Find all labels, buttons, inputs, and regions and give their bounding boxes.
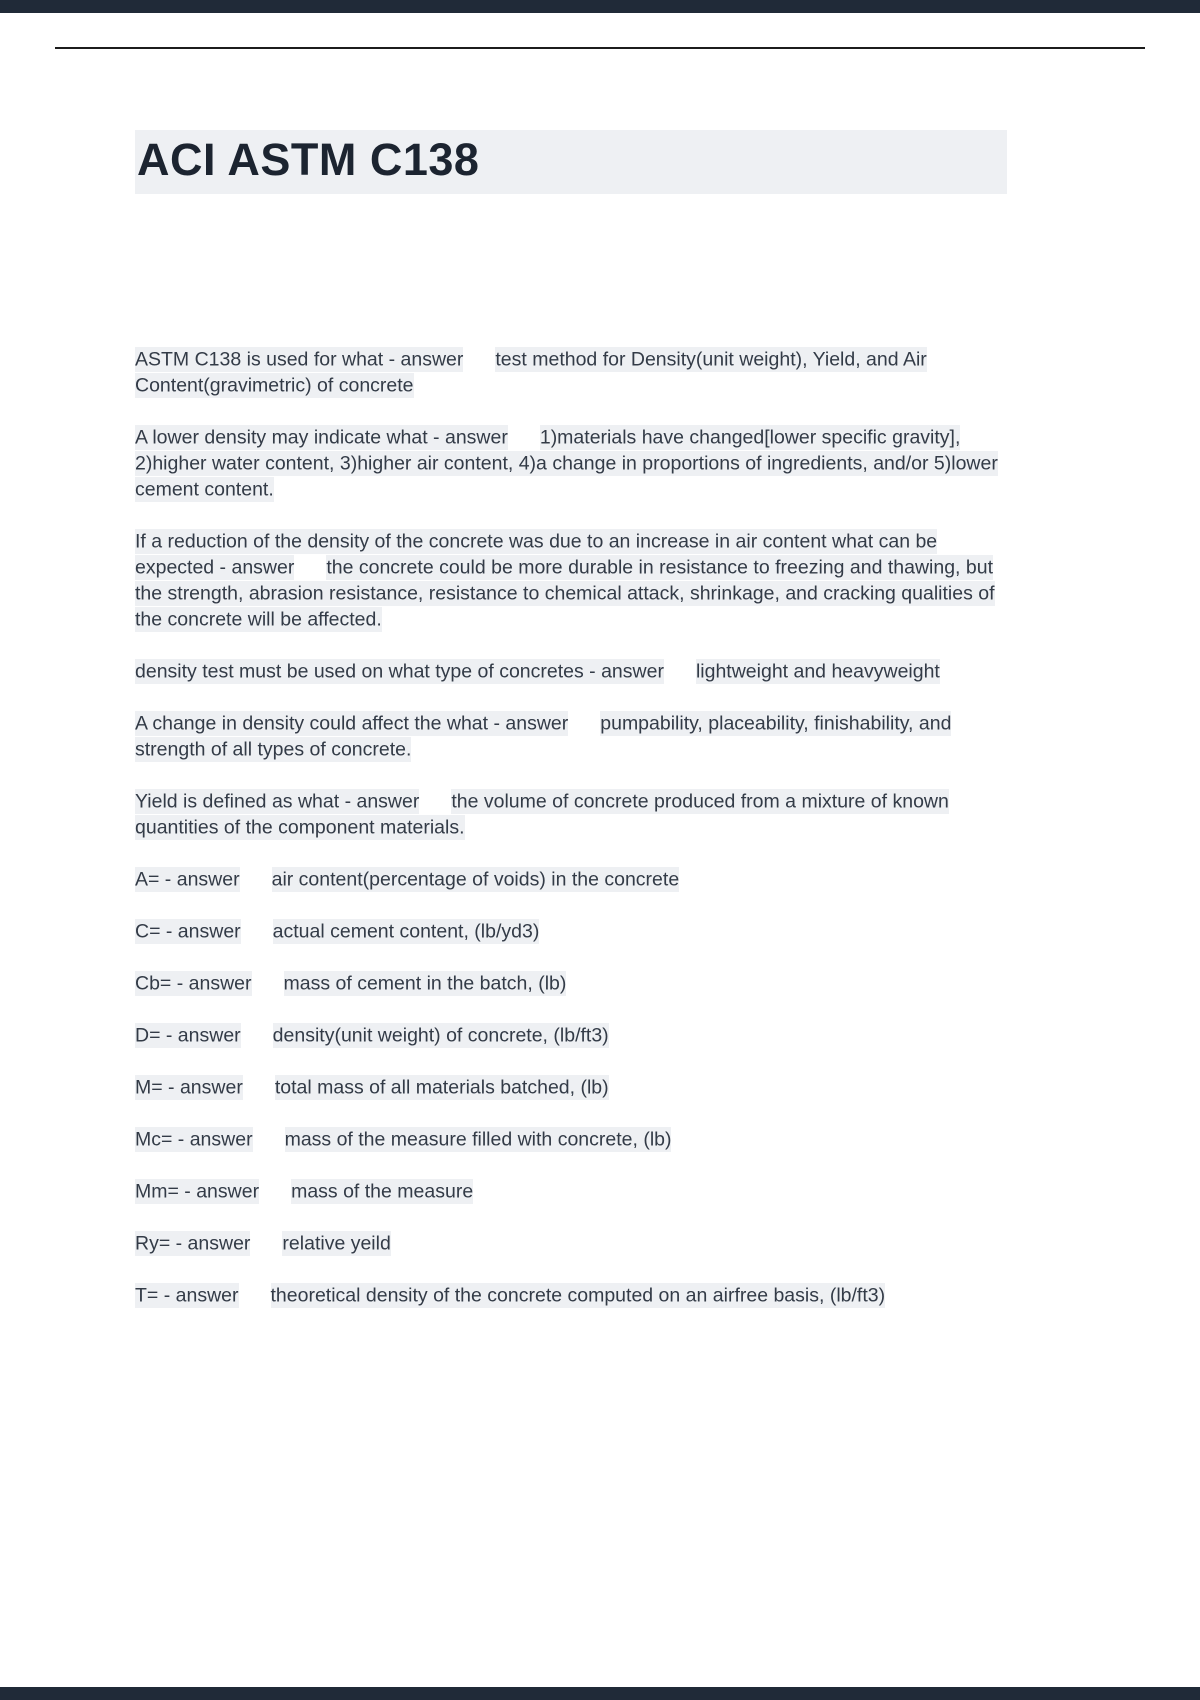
qa-item (135, 866, 1007, 892)
qa-item (135, 1126, 1007, 1152)
header-rule (55, 47, 1145, 49)
document-content (135, 130, 1007, 1334)
qa-answer: test method for Density(unit weight), Yield, and Air Content(gravimetric) of concrete (135, 348, 927, 396)
qa-question: density test must be used on what type of concretes - answer (135, 660, 664, 682)
qa-question: T= - answer (135, 1284, 239, 1306)
qa-item (135, 424, 1007, 502)
qa-item (135, 528, 1007, 632)
qa-item (135, 710, 1007, 762)
qa-answer: density(unit weight) of concrete, (lb/ft3) (272, 1024, 609, 1046)
qa-answer: pumpability, placeability, finishability, and strength of all types of concrete. (135, 712, 952, 760)
qa-answer: mass of the measure (291, 1180, 474, 1202)
qa-item (135, 1282, 1007, 1308)
qa-item (135, 1022, 1007, 1048)
qa-item (135, 1230, 1007, 1256)
qa-question: Ry= - answer (135, 1232, 251, 1254)
bottom-border-bar (0, 1687, 1200, 1700)
qa-question: If a reduction of the density of the concrete was due to an increase in air content what can be expected - answer (135, 530, 938, 578)
qa-question: Mm= - answer (135, 1180, 260, 1202)
qa-item (135, 1074, 1007, 1100)
qa-question: Yield is defined as what - answer (135, 790, 420, 812)
qa-answer: theoretical density of the concrete computed on an airfree basis, (lb/ft3) (270, 1284, 886, 1306)
qa-question: Mc= - answer (135, 1128, 253, 1150)
qa-question: D= - answer (135, 1024, 241, 1046)
qa-answer: mass of cement in the batch, (lb) (283, 972, 567, 994)
qa-answer: the concrete could be more durable in resistance to freezing and thawing, but the strength, abrasion resistance, resistance to chemical attack, shrinkage, and cracking qualities of the concrete will be affected. (135, 556, 995, 630)
qa-item (135, 918, 1007, 944)
qa-answer: lightweight and heavyweight (695, 660, 940, 682)
qa-question: M= - answer (135, 1076, 243, 1098)
qa-answer: air content(percentage of voids) in the concrete (271, 868, 680, 890)
qa-question: A lower density may indicate what - answer (135, 426, 508, 448)
qa-question: Cb= - answer (135, 972, 252, 994)
qa-answer: relative yeild (282, 1232, 391, 1254)
qa-item (135, 970, 1007, 996)
qa-item (135, 346, 1007, 398)
qa-item (135, 788, 1007, 840)
qa-answer: actual cement content, (lb/yd3) (272, 920, 540, 942)
qa-answer: 1)materials have changed[lower specific gravity], 2)higher water content, 3)higher air content, 4)a change in proportions of ingredients, and/or 5)lower cement content. (135, 426, 998, 500)
qa-answer: total mass of all materials batched, (lb) (274, 1076, 609, 1098)
qa-item (135, 1178, 1007, 1204)
qa-question: C= - answer (135, 920, 241, 942)
top-border-bar (0, 0, 1200, 13)
qa-answer: mass of the measure filled with concrete, (lb) (284, 1128, 672, 1150)
qa-item (135, 658, 1007, 684)
qa-question: ASTM C138 is used for what - answer (135, 348, 464, 370)
page-title: ACI ASTM C138 (135, 130, 1007, 194)
qa-list (135, 346, 1007, 1308)
qa-answer: the volume of concrete produced from a mixture of known quantities of the component materials. (135, 790, 949, 838)
qa-question: A= - answer (135, 868, 240, 890)
qa-question: A change in density could affect the what - answer (135, 712, 569, 734)
